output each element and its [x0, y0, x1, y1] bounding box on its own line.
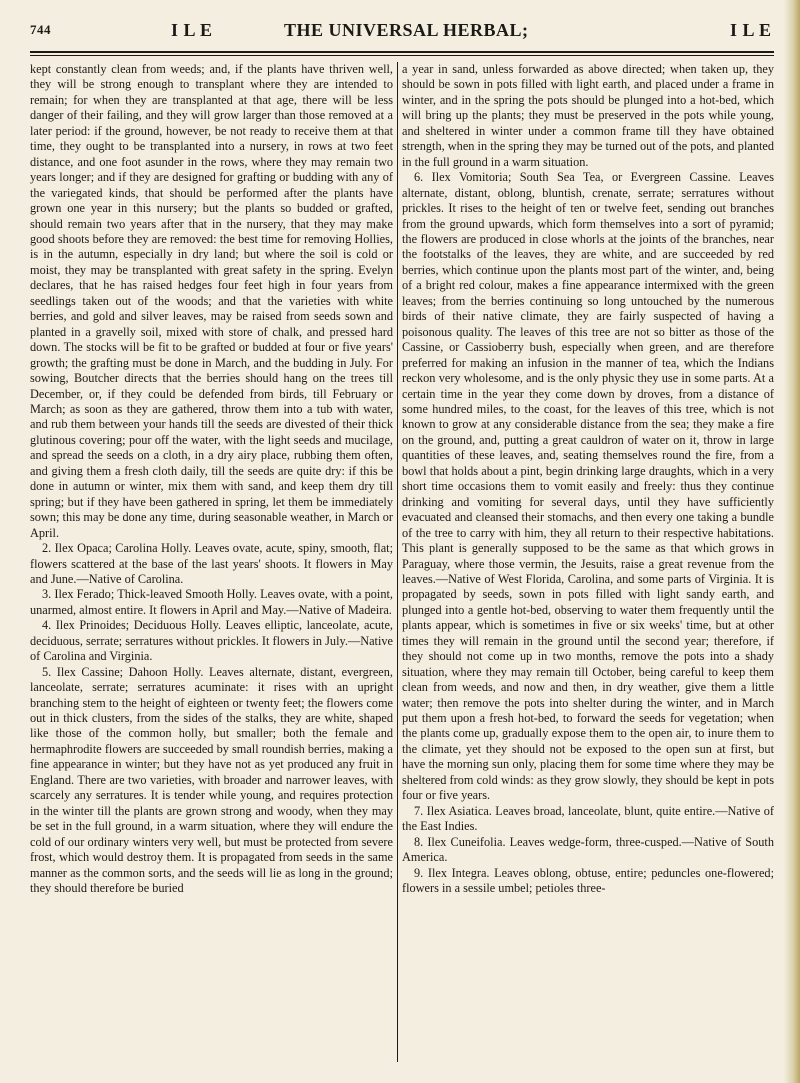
entry-ilex-vomitoria: 6. Ilex Vomitoria; South Sea Tea, or Evergreen Cassine. Leaves alternate, distant, oblong, bluntish, crenate, serrate; serratures without prickles. It rises to the height of ten or twelve feet, sending out branches from the ground upwards, which form themselves into a sort of pyramid; the flowers are produced in close whorls at the joints of the branches, near the footstalks of the leaves, they are white, and are succeeded by red berries, which continue upon the plants most part of the winter, and, being of a bright red colour, makes a fine appearance intermixed with the green leaves; from the berries continuing so long untouched by the numerous birds of their native climate, they are fairly suspected of having a poisonous quality. The leaves of this tree are not so bitter as those of the Cassine, or Cassioberry bush, especially when green, and are therefore preferred for making an infusion in the manner of tea, which the Indians reckon very wholesome, and is the only physic they use in some parts. At a certain time in the year they come down by droves, from a distance of some hundred miles, to the coast, for the leaves of this tree, which is not known to grow at any considerable distance from the sea; they make a fire on the ground, and, putting a great cauldron of water on it, throw in large quantities of these leaves, and, seating themselves round the fire, from a bowl that holds about a pint, begin drinking large draughts, which in a very short time occasions them to vomit easily and freely: thus they continue drinking and vomiting for several days, until they have sufficiently evacuated and cleansed their stomachs, and then every one taking a bundle of the tree to carry with him, they all return to their respective habitations. This plant is generally supposed to be the same as that which grows in Paraguay, where those vermin, the Jesuits, raise a great revenue from the leaves.—Native of West Florida, Carolina, and some parts of Virginia. It is propagated by seeds, sown in pots filled with light sandy earth, and plunged into a gentle hot-bed, observing to water them frequently until the plants appear, which is sometimes in five or six weeks' time, but at other times they will remain in the ground until the second year; therefore, if they should not come up in two months, remove the pots into a shady situation, where they may remain till October, being careful to keep them clean from weeds, and now and then, in dry weather, give them a little water; then remove the pots into shelter during the winter, and in March put them upon a fresh hot-bed, to forward the seeds for vegetation; when the plants come up, gradually expose them to the open air, to inure them to the climate, yet they should not be exposed to the open sun at first, but have the morning sun only, placing them for some time where they may be sheltered from cold winds: as they grow slowly, they should be kept in pots four or five years.	[402, 170, 774, 803]
header-title: THE UNIVERSAL HERBAL;	[284, 20, 529, 40]
header-rule-thin	[30, 55, 774, 56]
header-rule-thick	[30, 51, 774, 53]
entry-ilex-asiatica: 7. Ilex Asiatica. Leaves broad, lanceolate, blunt, quite entire.—Native of the East Indies.	[402, 803, 774, 834]
left-column	[30, 62, 393, 1064]
header-right-word: I L E	[730, 20, 772, 40]
entry-ilex-cuneifolia: 8. Ilex Cuneifolia. Leaves wedge-form, three-cusped.—Native of South America.	[402, 834, 774, 865]
paragraph-continuation: kept constantly clean from weeds; and, if the plants have thriven well, they will be strong enough to transplant where they are intended to remain; for when they are transplanted at that age, there will be less danger of their failing, and they will grow larger than those removed at a later period: if the ground, however, be not ready to receive them at that time, they ought to be transplanted into a nursery, in rows at two feet distance, and one foot asunder in the rows, where they may remain two years longer; and if they are designed for grafting or budding with any of the variegated kinds, that should be performed after the plants have grown one year in this nursery; but the plants so budded or grafted, should remain two years after that in the nursery, that they may make good shoots before they are removed: the best time for removing Hollies, is in the autumn, especially in dry land; but where the soil is cold or moist, they may be transplanted with great safety in the spring. Evelyn declares, that he has raised hedges four feet high in four years from seedlings taken out of the woods; and that the varieties with white berries, and gold and silver leaves, may be raised from seeds sown and planted in a gravelly soil, mixed with store of chalk, and pressed hard down. The stocks will be fit to be grafted or budded at four or five years' growth; the grafting must be done in March, and the budding in July. For sowing, Boutcher directs that the berries should hang on the trees till December, or, if they could be defended from birds, till February or March; as soon as they are gathered, throw them into a tub with water, and rub them between your hands till the seeds are divested of their thick glutinous covering; pour off the water, with the light seeds and mucilage, and spread the seeds on a cloth, in a dry airy place, rubbing them often, and giving them a fresh cloth daily, till the seeds are quite dry: if this be done in autumn or winter, mix them with sand, and keep them dry till spring; but if they have been gathered in spring, let them be immediately sown; this may be done any time, during seasonable weather, in March or April.	[30, 62, 393, 540]
entry-ilex-prinoides: 4. Ilex Prinoides; Deciduous Holly. Leaves elliptic, lanceolate, acute, deciduous, serrate; serratures without prickles. It flowers in July.—Native of Carolina and Virginia.	[30, 618, 393, 664]
header-left-word: I L E	[171, 20, 213, 40]
paragraph-continuation-right: a year in sand, unless forwarded as above directed; when taken up, they should be sown in pots filled with light earth, and placed under a frame in winter, and in the spring the pots should be plunged into a hot-bed, which will bring up the plants; they must be preserved in the pots while young, and sheltered in winter under a common frame till they have obtained strength, when in the spring they may be turned out of the pots, and planted in the full ground in a warm situation.	[402, 62, 774, 169]
page-number: 744	[30, 22, 51, 37]
page-edge	[784, 0, 800, 1083]
column-divider	[397, 62, 398, 1062]
entry-ilex-ferado: 3. Ilex Ferado; Thick-leaved Smooth Holly. Leaves ovate, with a point, unarmed, almost entire. It flowers in April and May.—Native of Madeira.	[30, 587, 393, 617]
entry-ilex-opaca: 2. Ilex Opaca; Carolina Holly. Leaves ovate, acute, spiny, smooth, flat; flowers scattered at the base of the last years' shoots. It flowers in May and June.—Native of Carolina.	[30, 541, 393, 586]
running-header	[30, 22, 774, 44]
right-column	[402, 62, 774, 1064]
entry-ilex-cassine: 5. Ilex Cassine; Dahoon Holly. Leaves alternate, distant, evergreen, lanceolate, serrate; serratures acuminate: it rises with an upright branching stem to the height of eighteen or twenty feet; the flowers come out in thick clusters, from the sides of the stalks, they are white, shaped like those of the common holly, but smaller; both the female and hermaphrodite flowers are succeeded by small roundish berries, making a fine appearance in winter; but they have not as yet produced any fruit in England. There are two varieties, with broader and narrower leaves, with scarcely any serratures. It is tender while young, and requires protection in the winter till the plants are grown strong and woody, when they may be set in the full ground, in a warm situation, where they will endure the cold of our ordinary winters very well, but must be protected from severe frost, which would destroy them. It is propagated from seeds in the same manner as the common sorts, and the seeds will lie as long in the ground; they should therefore be buried	[30, 664, 393, 896]
entry-ilex-integra: 9. Ilex Integra. Leaves oblong, obtuse, entire; peduncles one-flowered; flowers in a sessile umbel; petioles three-	[402, 865, 774, 896]
